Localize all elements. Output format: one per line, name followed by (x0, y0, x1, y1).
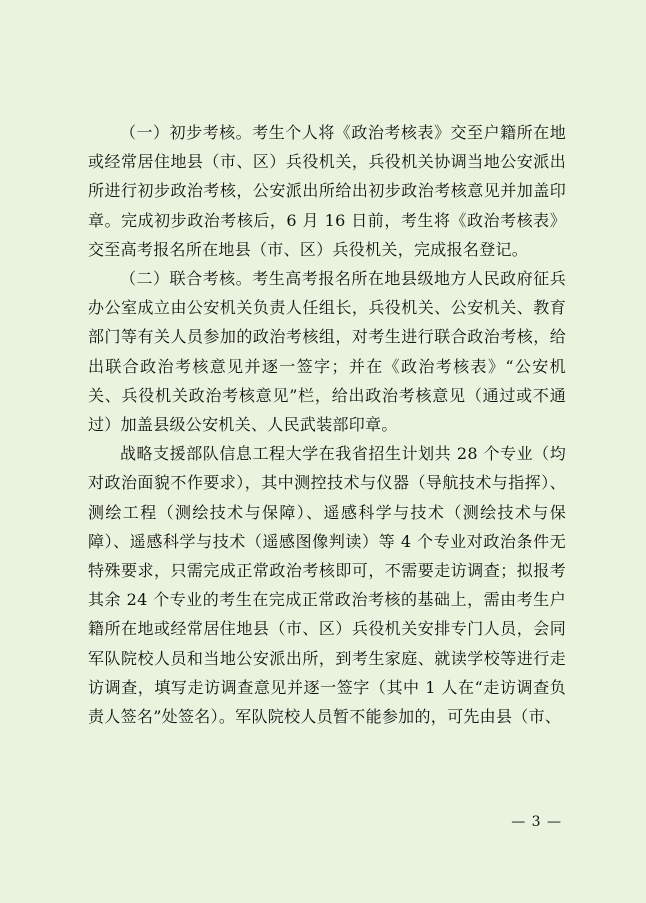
paragraph-joint-review: （二）联合考核。考生高考报名所在地县级地方人民政府征兵办公室成立由公安机关负责人任组长，兵役机关、公安机关、教育部门等有关人员参加的政治考核组，对考生进行联合政治考核，给出联合政治考核意见并逐一签字；并在《政治考核表》“公安机关、兵役机关政治考核意见”栏，给出政治考核意见（通过或不通过）加盖县级公安机关、人民武装部印章。 (88, 269, 566, 435)
paragraph-preliminary-review: （一）初步考核。考生个人将《政治考核表》交至户籍所在地或经常居住地县（市、区）兵役机关，兵役机关协调当地公安派出所进行初步政治考核，公安派出所给出初步政治考核意见并加盖印章。完成初步政治考核后，6 月 16 日前，考生将《政治考核表》交至高考报名所在地县（市、区）兵役机关，完成报名登记。 (88, 123, 566, 259)
page-number: — 3 — (511, 814, 562, 830)
document-body (88, 118, 566, 731)
paragraph-ssf-university-plan: 战略支援部队信息工程大学在我省招生计划共 28 个专业（均对政治面貌不作要求），其中测控技术与仪器（导航技术与指挥）、测绘工程（测绘技术与保障）、遥感科学与技术（测绘技术与保障）、遥感科学与技术（遥感图像判读）等 4 个专业对政治条件无特殊要求，只需完成正常政治考核即可，不需要走访调查；拟报考其余 24 个专业的考生在完成正常政治考核的基础上，需由考生户籍所在地或经常居住地县（市、区）兵役机关安排专门人员，会同军队院校人员和当地公安派出所，到考生家庭、就读学校等进行走访调查，填写走访调查意见并逐一签字（其中 1 人在“走访调查负责人签名”处签名）。军队院校人员暂不能参加的，可先由县（市、 (88, 444, 566, 727)
